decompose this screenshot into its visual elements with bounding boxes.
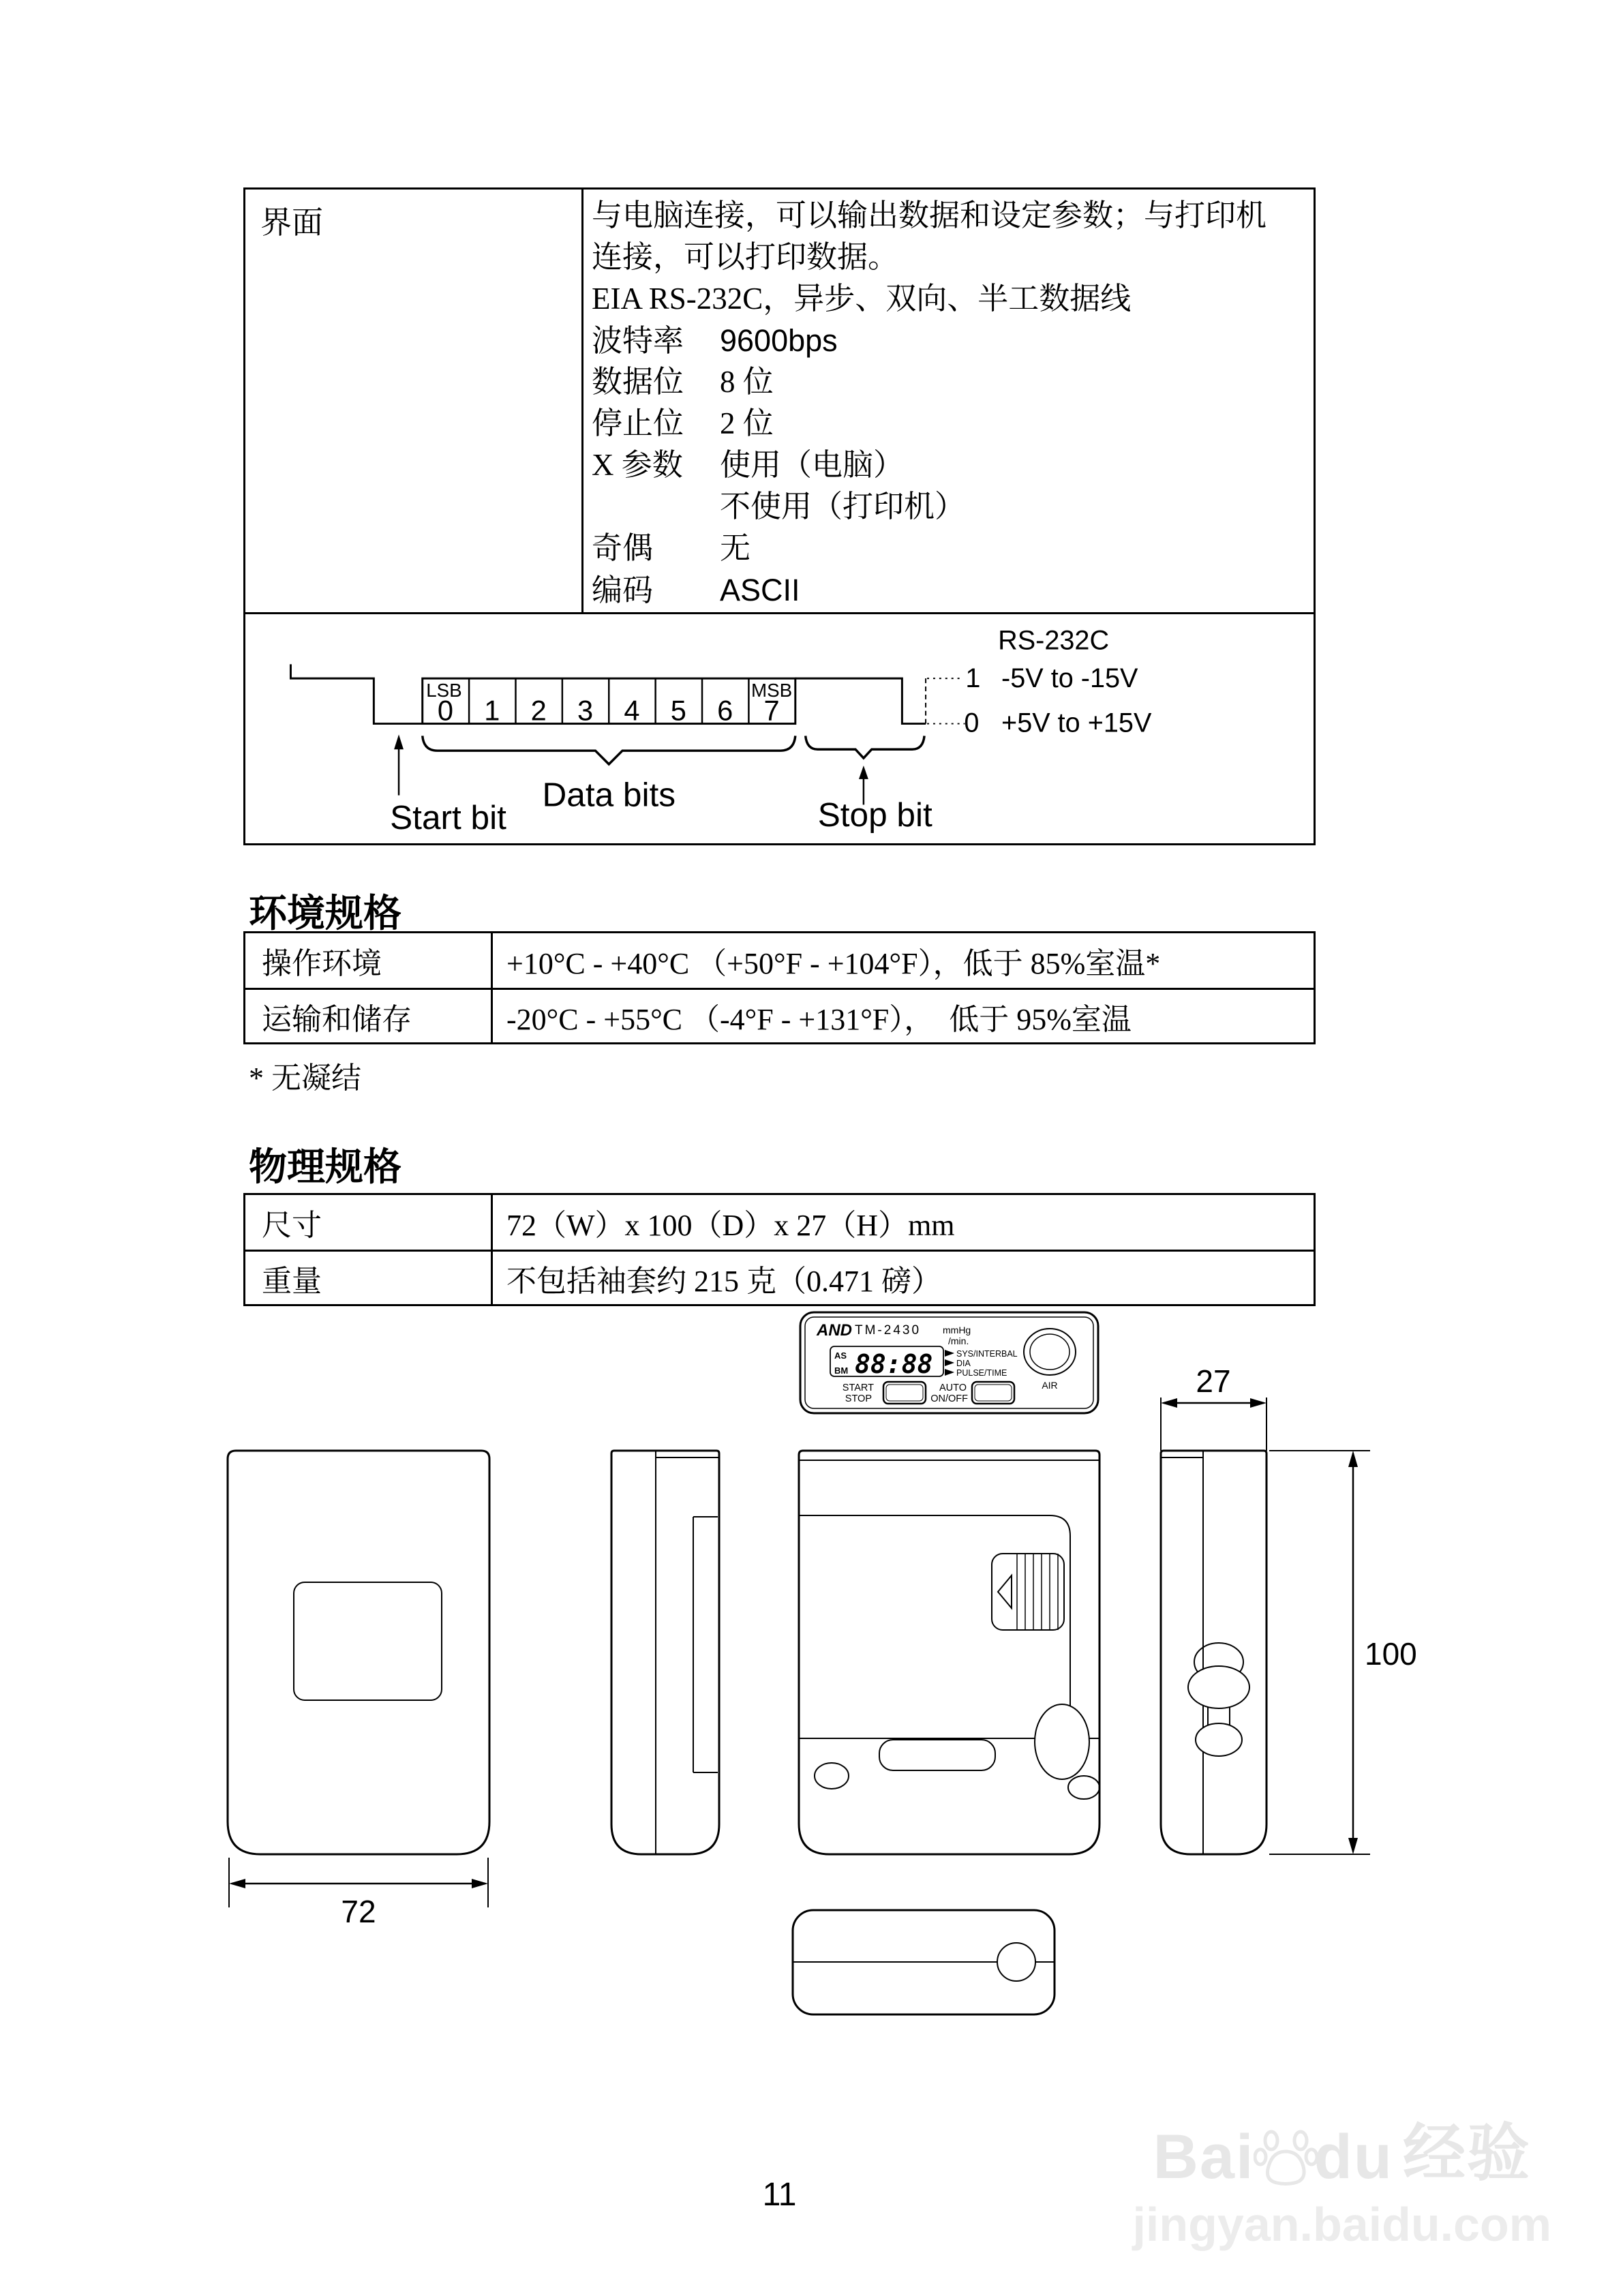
stop-bit-label: Stop bit xyxy=(817,796,932,834)
unit-min-label: /min. xyxy=(948,1335,969,1346)
bit-0: 0 xyxy=(437,694,453,727)
back-view-drawing xyxy=(799,1451,1099,1854)
interface-param-row xyxy=(592,403,1314,444)
level-0-voltage: +5V to +15V xyxy=(1001,708,1152,738)
table-row xyxy=(245,1250,1314,1304)
interface-desc-line: 与电脑连接，可以输出数据和设定参数；与打印机 xyxy=(592,198,1267,232)
table-row xyxy=(245,1195,1314,1250)
onoff-label: ON/OFF xyxy=(930,1393,968,1404)
lcd-as-label: AS xyxy=(834,1350,847,1361)
param-value: 使用（电脑） xyxy=(720,448,905,482)
air-socket xyxy=(1035,1704,1089,1779)
param-name: 奇偶 xyxy=(592,531,654,565)
unit-mmhg-label: mmHg xyxy=(943,1325,971,1335)
lcd-digits: 88:88 xyxy=(855,1349,933,1379)
belt-clip xyxy=(1188,1643,1249,1756)
param-value: 8 位 xyxy=(720,365,774,399)
physical-spec-table xyxy=(243,1193,1316,1306)
msb-label: MSB xyxy=(751,679,793,701)
lsb-label: LSB xyxy=(426,679,462,701)
bit-7: 7 xyxy=(763,694,780,727)
param-name: 波特率 xyxy=(592,324,684,358)
battery-cover xyxy=(799,1515,1070,1738)
height-dimension: 27 xyxy=(1196,1363,1231,1399)
device-dimension-drawings xyxy=(204,1336,1466,2045)
stop-label: STOP xyxy=(845,1393,872,1404)
interface-param-row xyxy=(592,486,1314,528)
bottom-view-drawing xyxy=(793,1910,1055,2014)
watermark-logo xyxy=(1132,2103,1551,2193)
screw-hole xyxy=(815,1763,849,1789)
slide-arrow-icon xyxy=(998,1575,1012,1608)
interface-param-row xyxy=(592,320,1314,361)
level-1-voltage: -5V to -15V xyxy=(1001,663,1138,694)
bit-2: 2 xyxy=(530,694,547,727)
indicator-sys: SYS/INTERBAL xyxy=(956,1349,1018,1359)
spec-name: 操作环境 xyxy=(245,933,493,988)
auto-label: AUTO xyxy=(939,1383,967,1393)
start-bit-label: Start bit xyxy=(390,798,506,837)
interface-row xyxy=(245,190,1314,614)
paw-icon xyxy=(1254,2126,1318,2190)
param-name: 数据位 xyxy=(592,365,684,399)
param-value: 9600bps xyxy=(720,323,838,358)
battery-slider xyxy=(992,1554,1064,1630)
side-view-clip-drawing xyxy=(1161,1363,1417,1854)
interface-param-row xyxy=(592,444,1314,486)
bit-5: 5 xyxy=(670,694,686,727)
interface-param-row xyxy=(592,528,1314,569)
spec-value: 不包括袖套约 215 克（0.471 磅） xyxy=(506,1264,941,1298)
spec-value: +10°C - +40°C （+50°F - +104°F），低于 85%室温* xyxy=(506,947,1161,980)
environment-spec-table xyxy=(243,931,1316,1044)
environment-footnote: * 无凝结 xyxy=(249,1061,361,1095)
air-connector-hole xyxy=(997,1943,1035,1981)
interface-param-row xyxy=(592,569,1314,611)
serial-frame-diagram xyxy=(245,614,1314,841)
watermark-url: jingyan.baidu.com xyxy=(1132,2198,1551,2251)
table-row xyxy=(245,988,1314,1042)
param-value: 不使用（打印机） xyxy=(720,489,966,524)
baidu-watermark xyxy=(1132,2103,1551,2252)
page-number: 11 xyxy=(762,2177,797,2213)
brand-logo: AND xyxy=(817,1321,852,1340)
bit-3: 3 xyxy=(577,694,594,727)
model-label: TM-2430 xyxy=(855,1323,922,1338)
front-view-drawing xyxy=(228,1451,489,1929)
bit-1: 1 xyxy=(484,694,500,727)
connector-slot xyxy=(879,1740,995,1770)
param-value: 无 xyxy=(720,531,751,565)
spec-value: -20°C - +55°C （-4°F - +131°F）， 低于 95%室温 xyxy=(506,1002,1132,1036)
watermark-du: du xyxy=(1314,2122,1394,2192)
start-label: START xyxy=(842,1383,874,1393)
lcd-bm-label: BM xyxy=(834,1365,849,1376)
param-name: 编码 xyxy=(592,573,654,607)
interface-row-content xyxy=(583,190,1314,612)
indicator-dia: DIA xyxy=(956,1359,971,1368)
depth-dimension: 100 xyxy=(1365,1636,1417,1672)
watermark-jingyan: 经验 xyxy=(1403,2119,1532,2188)
side-view-drawing xyxy=(611,1451,719,1854)
level-1: 1 xyxy=(965,663,981,694)
width-dimension: 72 xyxy=(341,1894,376,1929)
table-row xyxy=(245,933,1314,988)
level-0: 0 xyxy=(964,708,980,738)
spec-name: 尺寸 xyxy=(245,1195,493,1250)
param-name: 停止位 xyxy=(592,406,684,440)
air-label: AIR xyxy=(1042,1380,1058,1391)
rs232c-label: RS-232C xyxy=(998,625,1110,656)
interface-desc-line: 连接，可以打印数据。 xyxy=(592,240,899,274)
interface-desc-line: EIA RS-232C，异步、双向、半工数据线 xyxy=(592,282,1132,316)
indicator-pulse: PULSE/TIME xyxy=(956,1368,1007,1378)
screw-hole xyxy=(1068,1776,1099,1799)
signal-timing-diagram xyxy=(245,614,1314,843)
front-label-area xyxy=(294,1582,442,1700)
environment-section-title: 环境规格 xyxy=(249,892,401,935)
spec-name: 运输和储存 xyxy=(245,990,493,1042)
interface-param-row xyxy=(592,361,1314,403)
watermark-bai: Bai xyxy=(1153,2122,1255,2192)
data-bits-label: Data bits xyxy=(542,775,676,814)
physical-section-title: 物理规格 xyxy=(249,1145,401,1188)
bit-6: 6 xyxy=(717,694,733,727)
interface-row-label: 界面 xyxy=(245,190,583,612)
bit-4: 4 xyxy=(624,694,640,727)
param-value: ASCII xyxy=(720,573,800,607)
param-name: X 参数 xyxy=(592,448,683,482)
spec-name: 重量 xyxy=(245,1252,493,1304)
param-value: 2 位 xyxy=(720,406,774,440)
interface-spec-table xyxy=(243,187,1316,845)
spec-value: 72（W）x 100（D）x 27（H）mm xyxy=(506,1209,955,1242)
